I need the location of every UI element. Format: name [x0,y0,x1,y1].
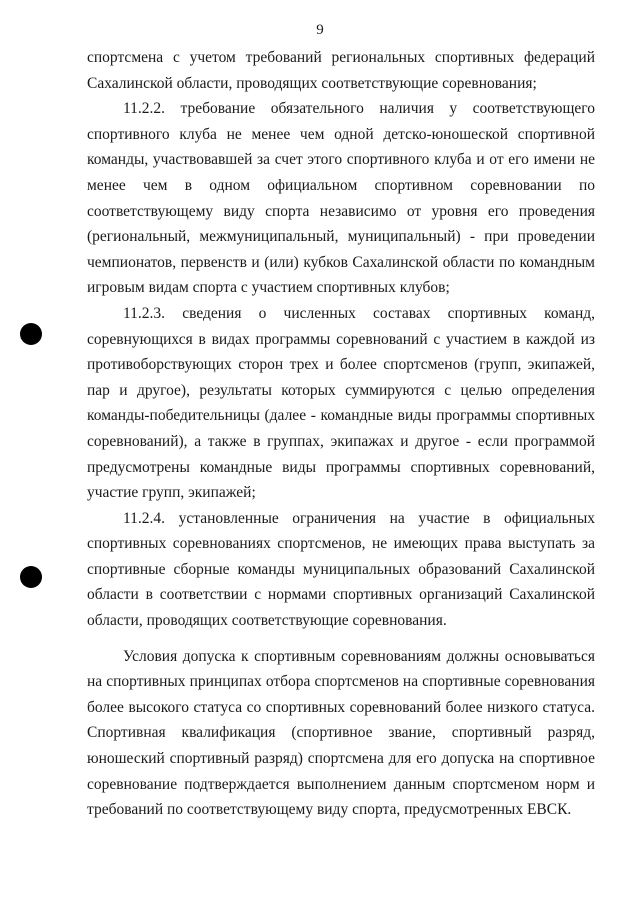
punch-hole-bottom [20,566,42,588]
document-body [87,45,595,823]
paragraph-admission-conditions: Условия допуска к спортивным соревнованиям должны основываться на спортивных принципах отбора спортсменов на спортивные соревнования более высокого статуса со спортивных соревнований более низкого статуса. Спортивная квалификация (спортивное звание, спортивный разряд, юношеский спортивный разряд) спортсмена для его допуска на спортивное соревнование подтверждается выполнением данным спортсменом норм и требований по соответствующему виду спорта, предусмотренных ЕВСК. [87,647,595,819]
paragraph-11-2-3: 11.2.3. сведения о численных составах спортивных команд, соревнующихся в видах программы соревнований с участием в каждой из противоборствующих сторон трех и более спортсменов (групп, экипажей, пар и другое), результаты которых суммируются с целью определения команды-победительницы (далее - командные виды программы спортивных соревнований), а также в группах, экипажах и другое - если программой предусмотрены командные виды программы спортивных соревнований, участие групп, экипажей; [87,304,595,502]
paragraph-continuation: спортсмена с учетом требований региональных спортивных федераций Сахалинской области, проводящих соответствующие соревнования; [87,49,595,92]
punch-hole-top [20,323,42,345]
paragraph-11-2-4: 11.2.4. установленные ограничения на участие в официальных спортивных соревнованиях спортсменов, не имеющих права выступать за спортивные сборные команды муниципальных образований Сахалинской области в соответствии с нормами спортивных организаций Сахалинской области, проводящих соответствующие соревнования. [87,509,595,630]
paragraph-11-2-2: 11.2.2. требование обязательного наличия у соответствующего спортивного клуба не менее чем одной детско-юношеской спортивной команды, участвовавшей за счет этого спортивного клуба и от его имени не менее чем в одном официальном спортивном соревновании по соответствующему виду спорта независимо от уровня его проведения (региональный, межмуниципальный, муниципальный) - при проведении чемпионатов, первенств и (или) кубков Сахалинской области по командным игровым видам спорта с участием спортивных клубов; [87,100,595,297]
page-number: 9 [316,22,324,38]
